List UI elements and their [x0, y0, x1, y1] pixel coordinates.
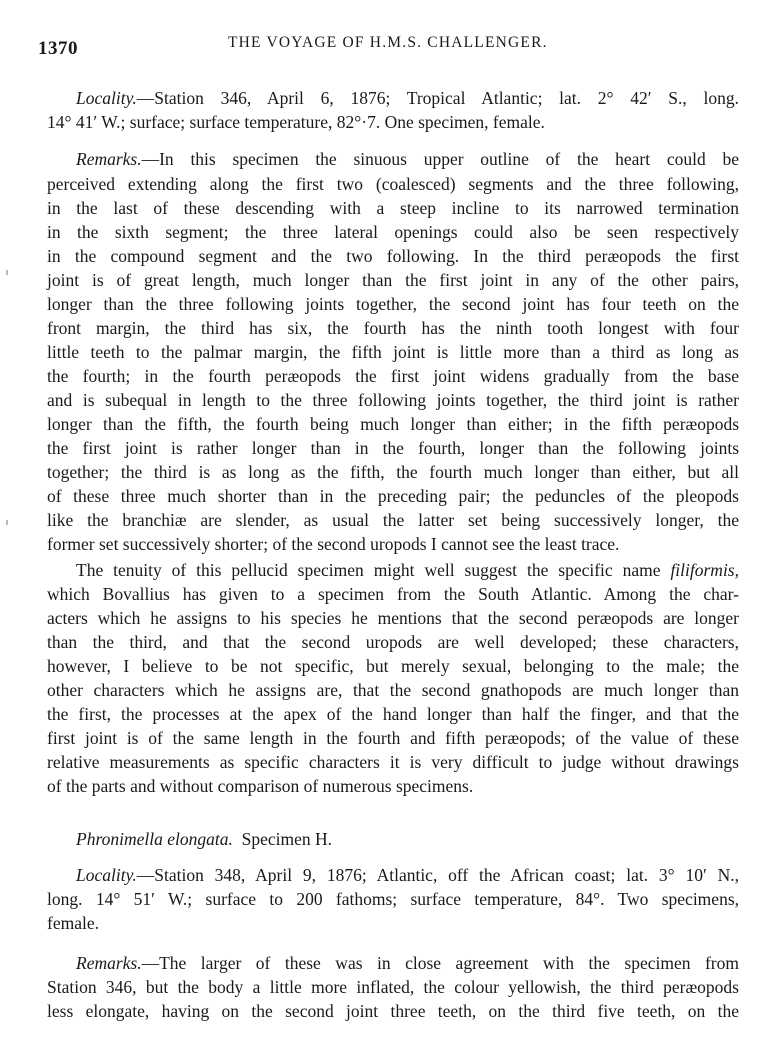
species-name-filiformis: filiformis,: [670, 560, 739, 580]
paragraph-line: other characters which he assigns are, that the second gnathopods are much longer than: [47, 680, 739, 700]
remarks-line: less elongate, having on the second joint three teeth, on the third five teeth, on the: [47, 1001, 739, 1021]
remarks-line: in the last of these descending with a steep incline to its narrowed termination: [47, 198, 739, 218]
locality-line: long. 14° 51′ W.; surface to 200 fathoms; surface temperature, 84°. Two specimens,: [47, 889, 739, 909]
remarks-line: little teeth to the palmar margin, the fifth joint is little more than a third as long as: [47, 342, 739, 362]
paragraph-line: of the parts and without comparison of numerous specimens.: [47, 776, 474, 796]
remarks-line: and is subequal in length to the three following joints together, the third joint is rather: [47, 390, 739, 410]
specimen-label: Specimen H.: [241, 829, 332, 849]
remarks-line: longer than the fifth, the fourth being much longer than either; in the fifth peræopods: [47, 414, 739, 434]
page-number: 1370: [38, 38, 78, 59]
remarks-line: perceived extending along the first two (coalesced) segments and the three following,: [47, 174, 739, 194]
remarks-line: like the branchiæ are slender, as usual the latter set being successively longer, the: [47, 510, 739, 530]
remarks-line: the first joint is rather longer than in the fourth, longer than the following joints: [47, 438, 739, 458]
paragraph-line: than the third, and that the second uropods are well developed; these characters,: [47, 632, 739, 652]
remarks-line: in the sixth segment; the three lateral openings could also be seen respectively: [47, 222, 739, 242]
paragraph-line: however, I believe to be not specific, but merely sexual, belonging to the male; the: [47, 656, 739, 676]
paragraph-line: first joint is of the same length in the fourth and fifth peræopods; of the value of these: [47, 728, 739, 748]
paragraph-line: acters which he assigns to his species he mentions that the second peræopods are longer: [47, 608, 739, 628]
remarks-line: joint is of great length, much longer than the first joint in any of the other pairs,: [47, 270, 739, 290]
remarks-line: former set successively shorter; of the second uropods I cannot see the least trace.: [47, 534, 620, 554]
remarks-line: together; the third is as long as the fifth, the fourth much longer than either, but all: [47, 462, 739, 482]
species-heading: [76, 827, 332, 851]
locality-line: Locality.—Station 346, April 6, 1876; Tropical Atlantic; lat. 2° 42′ S., long.: [76, 88, 739, 108]
remarks-line: front margin, the third has six, the fourth has the ninth tooth longest with four: [47, 318, 739, 338]
remarks-line: longer than the three following joints together, the second joint has four teeth on the: [47, 294, 739, 314]
locality-line: 14° 41′ W.; surface; surface temperature, 82°·7. One specimen, female.: [47, 112, 545, 132]
remarks-line: Remarks.—The larger of these was in close agreement with the specimen from: [76, 953, 739, 973]
paragraph-line: relative measurements as specific characters it is very difficult to judge without drawings: [47, 752, 739, 772]
remarks-line: of these three much shorter than in the preceding pair; the peduncles of the pleopods: [47, 486, 739, 506]
scan-artifact: [6, 520, 8, 525]
locality-line: Locality.—Station 348, April 9, 1876; Atlantic, off the African coast; lat. 3° 10′ N.,: [76, 865, 739, 885]
paragraph-line: which Bovallius has given to a specimen from the South Atlantic. Among the char-: [47, 584, 739, 604]
remarks-line: in the compound segment and the two following. In the third peræopods the first: [47, 246, 739, 266]
remarks-line: Station 346, but the body a little more inflated, the colour yellowish, the third peræopods: [47, 977, 739, 997]
paragraph-line: the first, the processes at the apex of the hand longer than half the finger, and that the: [47, 704, 739, 724]
locality-line: female.: [47, 913, 99, 933]
running-title: THE VOYAGE OF H.M.S. CHALLENGER.: [228, 34, 548, 51]
paragraph-line: The tenuity of this pellucid specimen might well suggest the specific name filiformis,: [76, 560, 739, 580]
species-name: Phronimella elongata.: [76, 829, 233, 849]
page-header: [38, 32, 738, 60]
scan-artifact: [6, 270, 8, 275]
remarks-line: the fourth; in the fourth peræopods the first joint widens gradually from the base: [47, 366, 739, 386]
remarks-line: Remarks.—In this specimen the sinuous upper outline of the heart could be: [76, 149, 739, 169]
